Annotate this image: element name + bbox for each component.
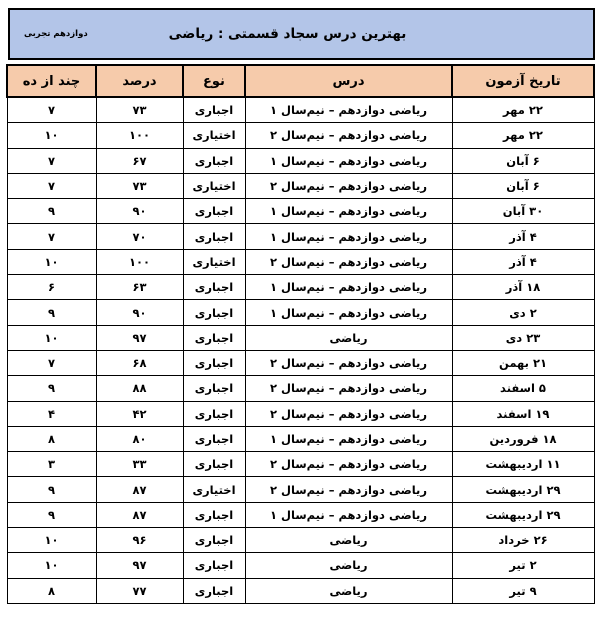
cell-ten: ۱۰	[7, 553, 96, 578]
cell-type: اجباری	[183, 578, 245, 603]
cell-subject: ریاضی دوازدهم – نیم‌سال ۱	[245, 426, 452, 451]
cell-subject: ریاضی دوازدهم – نیم‌سال ۱	[245, 148, 452, 173]
cell-date: ۱۸ آذر	[452, 275, 594, 300]
cell-percent: ۸۸	[96, 376, 183, 401]
cell-ten: ۸	[7, 578, 96, 603]
cell-type: اجباری	[183, 528, 245, 553]
table-row	[7, 275, 594, 300]
column-header-ten: چند از ده	[7, 65, 96, 97]
cell-percent: ۷۷	[96, 578, 183, 603]
table-header-row	[7, 65, 594, 97]
cell-date: ۲۹ اردیبهشت	[452, 502, 594, 527]
cell-type: اجباری	[183, 426, 245, 451]
cell-percent: ۶۸	[96, 350, 183, 375]
cell-date: ۱۸ فروردین	[452, 426, 594, 451]
cell-ten: ۹	[7, 376, 96, 401]
cell-type: اجباری	[183, 199, 245, 224]
cell-percent: ۷۰	[96, 224, 183, 249]
table-row	[7, 452, 594, 477]
cell-percent: ۹۷	[96, 553, 183, 578]
cell-date: ۲ تیر	[452, 553, 594, 578]
table-row	[7, 350, 594, 375]
cell-type: اختیاری	[183, 123, 245, 148]
cell-percent: ۱۰۰	[96, 123, 183, 148]
cell-percent: ۳۳	[96, 452, 183, 477]
column-header-subject: درس	[245, 65, 452, 97]
cell-ten: ۹	[7, 477, 96, 502]
cell-type: اجباری	[183, 401, 245, 426]
cell-type: اختیاری	[183, 173, 245, 198]
table-row	[7, 578, 594, 603]
cell-percent: ۷۳	[96, 173, 183, 198]
cell-date: ۲۲ مهر	[452, 97, 594, 123]
cell-subject: ریاضی دوازدهم – نیم‌سال ۲	[245, 477, 452, 502]
cell-ten: ۱۰	[7, 249, 96, 274]
cell-percent: ۸۰	[96, 426, 183, 451]
cell-subject: ریاضی دوازدهم – نیم‌سال ۲	[245, 249, 452, 274]
table-row	[7, 173, 594, 198]
cell-date: ۶ آبان	[452, 148, 594, 173]
cell-percent: ۹۶	[96, 528, 183, 553]
cell-ten: ۹	[7, 502, 96, 527]
cell-subject: ریاضی	[245, 553, 452, 578]
table-row	[7, 249, 594, 274]
table-row	[7, 148, 594, 173]
cell-subject: ریاضی دوازدهم – نیم‌سال ۲	[245, 376, 452, 401]
column-header-date: تاریخ آزمون	[452, 65, 594, 97]
cell-subject: ریاضی	[245, 325, 452, 350]
column-header-type: نوع	[183, 65, 245, 97]
table-row	[7, 502, 594, 527]
table-row	[7, 528, 594, 553]
cell-ten: ۷	[7, 97, 96, 123]
table-row	[7, 325, 594, 350]
cell-type: اختیاری	[183, 249, 245, 274]
cell-ten: ۸	[7, 426, 96, 451]
cell-subject: ریاضی دوازدهم – نیم‌سال ۲	[245, 452, 452, 477]
cell-date: ۱۱ اردیبهشت	[452, 452, 594, 477]
cell-ten: ۹	[7, 300, 96, 325]
cell-date: ۹ تیر	[452, 578, 594, 603]
cell-type: اجباری	[183, 553, 245, 578]
cell-percent: ۴۲	[96, 401, 183, 426]
cell-type: اجباری	[183, 300, 245, 325]
cell-date: ۲۳ دی	[452, 325, 594, 350]
title-band	[8, 8, 595, 60]
table-row	[7, 123, 594, 148]
cell-percent: ۸۷	[96, 502, 183, 527]
cell-date: ۳۰ آبان	[452, 199, 594, 224]
cell-subject: ریاضی دوازدهم – نیم‌سال ۲	[245, 123, 452, 148]
table-row	[7, 199, 594, 224]
cell-subject: ریاضی دوازدهم – نیم‌سال ۲	[245, 173, 452, 198]
cell-date: ۱۹ اسفند	[452, 401, 594, 426]
cell-percent: ۷۳	[96, 97, 183, 123]
cell-subject: ریاضی دوازدهم – نیم‌سال ۲	[245, 350, 452, 375]
cell-type: اجباری	[183, 97, 245, 123]
cell-ten: ۷	[7, 224, 96, 249]
cell-ten: ۳	[7, 452, 96, 477]
cell-date: ۲۹ اردیبهشت	[452, 477, 594, 502]
cell-subject: ریاضی دوازدهم – نیم‌سال ۱	[245, 224, 452, 249]
cell-percent: ۸۷	[96, 477, 183, 502]
cell-type: اختیاری	[183, 477, 245, 502]
cell-type: اجباری	[183, 275, 245, 300]
cell-subject: ریاضی	[245, 578, 452, 603]
page-title: بهترین درس سجاد قسمتی : ریاضی	[168, 26, 407, 42]
cell-subject: ریاضی دوازدهم – نیم‌سال ۲	[245, 401, 452, 426]
table-row	[7, 97, 594, 123]
cell-ten: ۷	[7, 148, 96, 173]
cell-type: اجباری	[183, 376, 245, 401]
table-head	[7, 65, 594, 97]
cell-percent: ۶۳	[96, 275, 183, 300]
table-row	[7, 477, 594, 502]
cell-subject: ریاضی دوازدهم – نیم‌سال ۱	[245, 97, 452, 123]
grade-label: دوازدهم تجربی	[24, 29, 88, 39]
table-row	[7, 553, 594, 578]
cell-date: ۴ آذر	[452, 249, 594, 274]
cell-type: اجباری	[183, 350, 245, 375]
cell-ten: ۱۰	[7, 528, 96, 553]
cell-type: اجباری	[183, 224, 245, 249]
cell-subject: ریاضی دوازدهم – نیم‌سال ۱	[245, 300, 452, 325]
cell-subject: ریاضی دوازدهم – نیم‌سال ۱	[245, 199, 452, 224]
cell-subject: ریاضی	[245, 528, 452, 553]
table-body	[7, 97, 594, 603]
cell-type: اجباری	[183, 325, 245, 350]
table-row	[7, 300, 594, 325]
cell-date: ۲۱ بهمن	[452, 350, 594, 375]
cell-subject: ریاضی دوازدهم – نیم‌سال ۱	[245, 275, 452, 300]
cell-percent: ۹۰	[96, 199, 183, 224]
table-row	[7, 401, 594, 426]
cell-ten: ۷	[7, 350, 96, 375]
cell-date: ۵ اسفند	[452, 376, 594, 401]
cell-ten: ۹	[7, 199, 96, 224]
cell-percent: ۹۷	[96, 325, 183, 350]
cell-type: اجباری	[183, 502, 245, 527]
cell-ten: ۷	[7, 173, 96, 198]
cell-subject: ریاضی دوازدهم – نیم‌سال ۱	[245, 502, 452, 527]
table-row	[7, 376, 594, 401]
cell-type: اجباری	[183, 452, 245, 477]
table-row	[7, 224, 594, 249]
cell-date: ۴ آذر	[452, 224, 594, 249]
cell-date: ۲ دی	[452, 300, 594, 325]
cell-date: ۲۲ مهر	[452, 123, 594, 148]
cell-ten: ۱۰	[7, 123, 96, 148]
cell-percent: ۶۷	[96, 148, 183, 173]
cell-percent: ۹۰	[96, 300, 183, 325]
table-row	[7, 426, 594, 451]
results-table	[6, 64, 595, 604]
cell-ten: ۴	[7, 401, 96, 426]
cell-type: اجباری	[183, 148, 245, 173]
cell-ten: ۱۰	[7, 325, 96, 350]
cell-percent: ۱۰۰	[96, 249, 183, 274]
cell-date: ۶ آبان	[452, 173, 594, 198]
cell-ten: ۶	[7, 275, 96, 300]
cell-date: ۲۶ خرداد	[452, 528, 594, 553]
column-header-percent: درصد	[96, 65, 183, 97]
